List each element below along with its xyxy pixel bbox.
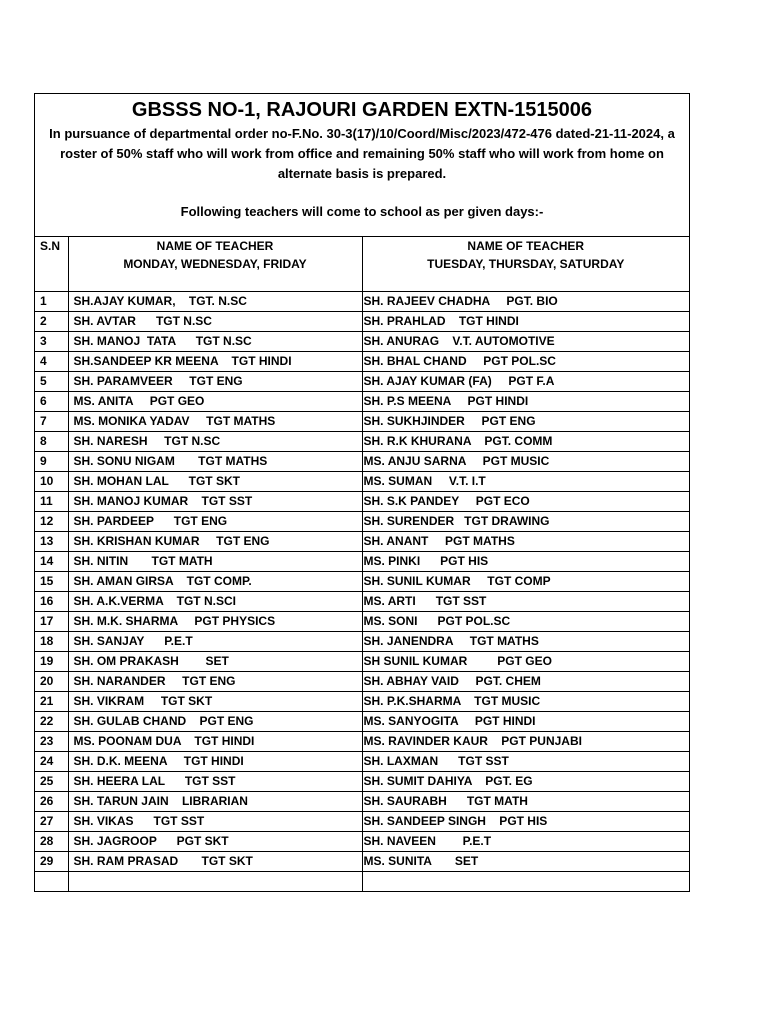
table-row xyxy=(35,472,689,492)
mwf-teacher-cell: MS. POONAM DUA TGT HINDI xyxy=(68,732,362,752)
table-row xyxy=(35,692,689,712)
table-row xyxy=(35,672,689,692)
blank-row xyxy=(35,872,689,892)
serial-number-cell: 6 xyxy=(35,392,68,412)
table-row xyxy=(35,512,689,532)
tts-teacher-cell: SH. ANANT PGT MATHS xyxy=(362,532,689,552)
mwf-teacher-cell: SH. NARESH TGT N.SC xyxy=(68,432,362,452)
tts-teacher-cell: SH. S.K PANDEY PGT ECO xyxy=(362,492,689,512)
mwf-teacher-cell: SH. NITIN TGT MATH xyxy=(68,552,362,572)
mwf-teacher-cell: SH. MANOJ TATA TGT N.SC xyxy=(68,332,362,352)
serial-number-cell: 24 xyxy=(35,752,68,772)
tts-teacher-cell: SH. SUNIL KUMAR TGT COMP xyxy=(362,572,689,592)
serial-number-cell: 4 xyxy=(35,352,68,372)
tts-teacher-cell: SH. ABHAY VAID PGT. CHEM xyxy=(362,672,689,692)
tts-teacher-cell: SH. RAJEEV CHADHA PGT. BIO xyxy=(362,292,689,312)
table-row xyxy=(35,852,689,872)
serial-number-cell: 8 xyxy=(35,432,68,452)
table-row xyxy=(35,732,689,752)
mwf-teacher-cell: SH. NARANDER TGT ENG xyxy=(68,672,362,692)
tts-teacher-cell: MS. SUNITA SET xyxy=(362,852,689,872)
table-row xyxy=(35,712,689,732)
serial-number-cell: 11 xyxy=(35,492,68,512)
table-row xyxy=(35,752,689,772)
document-header xyxy=(35,94,689,237)
mwf-teacher-cell: SH. VIKAS TGT SST xyxy=(68,812,362,832)
mwf-teacher-cell: SH. MANOJ KUMAR TGT SST xyxy=(68,492,362,512)
serial-number-cell: 17 xyxy=(35,612,68,632)
mwf-teacher-cell: SH. SONU NIGAM TGT MATHS xyxy=(68,452,362,472)
serial-number-header: S.N xyxy=(35,237,68,292)
mwf-teacher-cell: SH. A.K.VERMA TGT N.SCI xyxy=(68,592,362,612)
serial-number-cell: 20 xyxy=(35,672,68,692)
tts-teacher-cell: MS. SANYOGITA PGT HINDI xyxy=(362,712,689,732)
mwf-teacher-cell: SH. VIKRAM TGT SKT xyxy=(68,692,362,712)
tts-teacher-cell: SH. SUKHJINDER PGT ENG xyxy=(362,412,689,432)
serial-number-cell: 21 xyxy=(35,692,68,712)
mwf-teacher-cell: MS. ANITA PGT GEO xyxy=(68,392,362,412)
tts-teacher-cell: SH. JANENDRA TGT MATHS xyxy=(362,632,689,652)
table-row xyxy=(35,792,689,812)
mwf-teacher-cell: SH.AJAY KUMAR, TGT. N.SC xyxy=(68,292,362,312)
serial-number-cell: 15 xyxy=(35,572,68,592)
serial-number-cell: 19 xyxy=(35,652,68,672)
tts-teacher-cell: SH. SANDEEP SINGH PGT HIS xyxy=(362,812,689,832)
tts-teacher-cell: SH SUNIL KUMAR PGT GEO xyxy=(362,652,689,672)
table-row xyxy=(35,432,689,452)
serial-number-cell: 7 xyxy=(35,412,68,432)
table-row xyxy=(35,772,689,792)
tts-teacher-cell: SH. R.K KHURANA PGT. COMM xyxy=(362,432,689,452)
following-note: Following teachers will come to school as per given days:- xyxy=(180,204,544,219)
mwf-teacher-cell: SH. KRISHAN KUMAR TGT ENG xyxy=(68,532,362,552)
mwf-teacher-cell: SH. OM PRAKASH SET xyxy=(68,652,362,672)
table-row xyxy=(35,372,689,392)
serial-number-cell: 27 xyxy=(35,812,68,832)
mwf-teacher-cell: SH. PARAMVEER TGT ENG xyxy=(68,372,362,392)
tts-teacher-cell: SH. LAXMAN TGT SST xyxy=(362,752,689,772)
mwf-teacher-cell: SH. AVTAR TGT N.SC xyxy=(68,312,362,332)
serial-number-cell: 3 xyxy=(35,332,68,352)
tts-teacher-cell: MS. ARTI TGT SST xyxy=(362,592,689,612)
table-row xyxy=(35,352,689,372)
tts-teacher-cell: SH. P.K.SHARMA TGT MUSIC xyxy=(362,692,689,712)
serial-number-cell: 16 xyxy=(35,592,68,612)
mwf-teacher-cell: SH. TARUN JAIN LIBRARIAN xyxy=(68,792,362,812)
roster-sheet xyxy=(34,93,690,892)
table-row xyxy=(35,832,689,852)
mwf-teacher-cell: MS. MONIKA YADAV TGT MATHS xyxy=(68,412,362,432)
blank-cell xyxy=(35,872,68,892)
blank-cell xyxy=(68,872,362,892)
table-row xyxy=(35,492,689,512)
tts-teacher-cell: MS. RAVINDER KAUR PGT PUNJABI xyxy=(362,732,689,752)
tts-teacher-header: NAME OF TEACHER TUESDAY, THURSDAY, SATURDAY xyxy=(362,237,689,292)
serial-number-cell: 9 xyxy=(35,452,68,472)
tts-teacher-cell: SH. P.S MEENA PGT HINDI xyxy=(362,392,689,412)
serial-number-cell: 13 xyxy=(35,532,68,552)
serial-number-cell: 28 xyxy=(35,832,68,852)
table-row xyxy=(35,652,689,672)
tts-teacher-cell: SH. SUMIT DAHIYA PGT. EG xyxy=(362,772,689,792)
tts-teacher-cell: SH. AJAY KUMAR (FA) PGT F.A xyxy=(362,372,689,392)
mwf-teacher-cell: SH. RAM PRASAD TGT SKT xyxy=(68,852,362,872)
mwf-teacher-cell: SH. MOHAN LAL TGT SKT xyxy=(68,472,362,492)
mwf-teacher-cell: SH. JAGROOP PGT SKT xyxy=(68,832,362,852)
mwf-teacher-cell: SH. AMAN GIRSA TGT COMP. xyxy=(68,572,362,592)
serial-number-cell: 22 xyxy=(35,712,68,732)
roster-body xyxy=(35,292,689,892)
table-row xyxy=(35,552,689,572)
serial-number-cell: 26 xyxy=(35,792,68,812)
school-title: GBSSS NO-1, RAJOURI GARDEN EXTN-1515006 xyxy=(131,99,593,121)
tts-teacher-cell: MS. PINKI PGT HIS xyxy=(362,552,689,572)
table-row xyxy=(35,532,689,552)
table-row xyxy=(35,332,689,352)
table-header-row xyxy=(35,237,689,292)
table-row xyxy=(35,592,689,612)
serial-number-cell: 1 xyxy=(35,292,68,312)
tts-teacher-cell: SH. PRAHLAD TGT HINDI xyxy=(362,312,689,332)
tts-teacher-cell: MS. ANJU SARNA PGT MUSIC xyxy=(362,452,689,472)
mwf-teacher-cell: SH. SANJAY P.E.T xyxy=(68,632,362,652)
order-paragraph: In pursuance of departmental order no-F.No. 30-3(17)/10/Coord/Misc/2023/472-476 dated-21-11-2024, a roster of 50% staff who will work from office and remaining 50% staff who will work from home on alternate basis is prepared. xyxy=(49,126,675,181)
serial-number-cell: 23 xyxy=(35,732,68,752)
tts-teacher-cell: MS. SONI PGT POL.SC xyxy=(362,612,689,632)
mwf-teacher-cell: SH. M.K. SHARMA PGT PHYSICS xyxy=(68,612,362,632)
tts-teacher-cell: SH. SURENDER TGT DRAWING xyxy=(362,512,689,532)
serial-number-cell: 2 xyxy=(35,312,68,332)
serial-number-cell: 25 xyxy=(35,772,68,792)
serial-number-cell: 5 xyxy=(35,372,68,392)
table-row xyxy=(35,812,689,832)
mwf-teacher-header: NAME OF TEACHER MONDAY, WEDNESDAY, FRIDAY xyxy=(68,237,362,292)
table-row xyxy=(35,412,689,432)
mwf-teacher-cell: SH. HEERA LAL TGT SST xyxy=(68,772,362,792)
mwf-teacher-cell: SH. PARDEEP TGT ENG xyxy=(68,512,362,532)
table-row xyxy=(35,572,689,592)
table-row xyxy=(35,292,689,312)
serial-number-cell: 14 xyxy=(35,552,68,572)
blank-cell xyxy=(362,872,689,892)
roster-table xyxy=(35,237,689,891)
tts-teacher-cell: SH. SAURABH TGT MATH xyxy=(362,792,689,812)
mwf-teacher-cell: SH. GULAB CHAND PGT ENG xyxy=(68,712,362,732)
tts-teacher-cell: MS. SUMAN V.T. I.T xyxy=(362,472,689,492)
serial-number-cell: 10 xyxy=(35,472,68,492)
table-row xyxy=(35,452,689,472)
mwf-teacher-cell: SH.SANDEEP KR MEENA TGT HINDI xyxy=(68,352,362,372)
serial-number-cell: 18 xyxy=(35,632,68,652)
table-row xyxy=(35,632,689,652)
table-row xyxy=(35,612,689,632)
tts-teacher-cell: SH. ANURAG V.T. AUTOMOTIVE xyxy=(362,332,689,352)
mwf-teacher-cell: SH. D.K. MEENA TGT HINDI xyxy=(68,752,362,772)
tts-teacher-cell: SH. BHAL CHAND PGT POL.SC xyxy=(362,352,689,372)
serial-number-cell: 29 xyxy=(35,852,68,872)
table-row xyxy=(35,312,689,332)
tts-teacher-cell: SH. NAVEEN P.E.T xyxy=(362,832,689,852)
serial-number-cell: 12 xyxy=(35,512,68,532)
table-row xyxy=(35,392,689,412)
